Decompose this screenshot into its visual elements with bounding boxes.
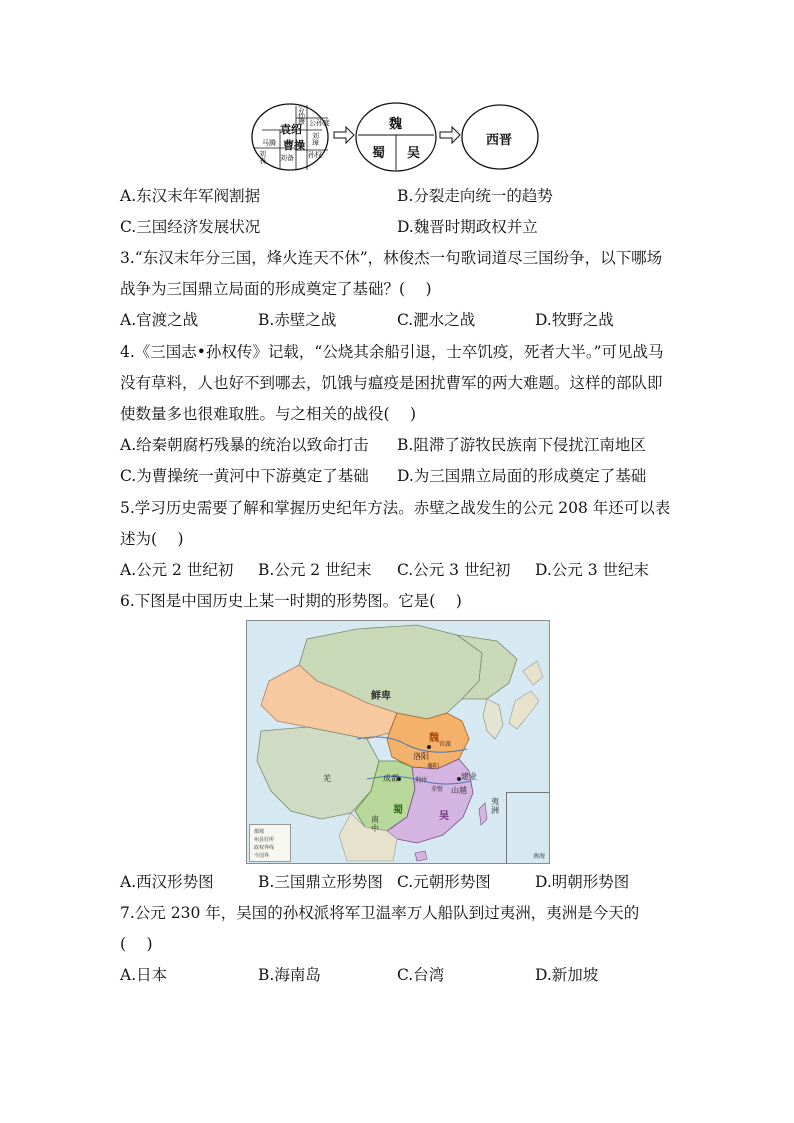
q7-option-d[interactable]: D.新加坡 [535,966,599,984]
yizhou-label: 夷洲 [491,797,499,815]
gongsun-zan-label: 公孙瓒 [298,104,305,126]
luoyang-label: 洛阳 [413,752,429,761]
wu-label: 吴 [407,146,421,161]
q6-option-a[interactable]: A.西汉形势图 [120,873,214,891]
q6-option-c[interactable]: C.元朝形势图 [397,873,491,891]
q2-option-d[interactable]: D.魏晋时期政权并立 [397,218,538,236]
q5-option-b[interactable]: B.公元 2 世纪末 [258,561,372,579]
q2-option-b[interactable]: B.分裂走向统一的趋势 [397,187,553,205]
q3-option-b[interactable]: B.赤壁之战 [258,311,337,329]
q7-option-b[interactable]: B.海南岛 [258,966,321,984]
ma-teng-label: 马腾 [262,139,276,147]
q3-option-c[interactable]: C.淝水之战 [397,311,476,329]
map-wei-label: 魏 [429,733,439,744]
guandu-label: 官渡 [439,741,452,748]
shanyue-label: 山越 [451,786,467,795]
luoyang-marker [427,745,431,749]
western-jin-label: 西晋 [486,133,513,148]
chengdu-label: 成都 [383,774,399,783]
q6-stem-line1: 6.下图是中国历史上某一时期的形势图。它是( ) [120,592,462,610]
legend-capital: 都城 [254,829,265,835]
chibi-label: 赤壁 [431,786,444,793]
gongsun-du-label: 公孙度 [309,119,330,127]
q4-option-c[interactable]: C.为曹操统一黄河中下游奠定了基础 [120,467,369,485]
historical-change-diagram [250,100,550,175]
legend-prefecture: 州县驻所 [254,837,275,843]
map-wu-label: 吴 [439,811,449,822]
wei-label: 魏 [389,117,403,132]
legend-modern-border: 今国界 [254,853,270,859]
q4-option-d[interactable]: D.为三国鼎立局面的形成奠定了基础 [397,467,647,485]
q3-stem-line1: 3.“东汉末年分三国，烽火连天不休”，林俊杰一句歌词道尽三国纷争，以下哪场 [120,249,663,267]
q7-option-c[interactable]: C.台湾 [397,966,445,984]
cao-cao-label: 曹操 [283,139,305,152]
xianbei-label: 鲜卑 [371,691,391,702]
nanzhong-label: 南中 [371,815,379,833]
q2-option-c[interactable]: C.三国经济发展状况 [120,218,261,236]
qiang-label: 羌 [323,774,331,783]
map-shu-label: 蜀 [393,805,403,816]
q5-option-d[interactable]: D.公元 3 世纪末 [535,561,650,579]
q5-stem-line1: 5.学习历史需要了解和掌握历史纪年方法。赤壁之战发生的公元 208 年还可以表 [120,499,671,517]
liu-bei-label: 刘备 [280,154,294,162]
three-kingdoms-map [246,620,550,864]
jingzhou-label: 荆州 [415,777,428,784]
liu-biao-label: 刘表 [259,150,266,165]
q3-stem-line2: 战争为三国鼎立局面的形成奠定了基础？( ) [120,280,432,298]
q6-option-b[interactable]: B.三国鼎立形势图 [258,873,383,891]
q7-stem-line1: 7.公元 230 年，吴国的孙权派将军卫温率万人船队到过夷洲，夷洲是今天的 [120,904,640,922]
map-shapes [247,621,549,863]
shu-label: 蜀 [372,146,386,161]
q7-option-a[interactable]: A.日本 [120,966,168,984]
q3-option-d[interactable]: D.牧野之战 [535,311,614,329]
q4-stem-line2: 没有草料，人也好不到哪去，饥饿与瘟疫是困扰曹军的两大难题。这样的部队即 [120,374,663,392]
nanhai-label: 南海 [533,853,546,860]
q5-option-a[interactable]: A.公元 2 世纪初 [120,561,234,579]
sun-quan-label: 孙权 [308,151,322,159]
map-legend [249,824,291,862]
q5-stem-line2: 述为( ) [120,530,184,548]
jianye-label: 建业 [461,772,477,781]
q4-option-b[interactable]: B.阻滞了游牧民族南下侵扰江南地区 [397,436,646,454]
q4-stem-line3: 使数量多也很难取胜。与之相关的战役( ) [120,405,417,423]
liu-zhang-label: 刘璋 [312,132,319,147]
south-sea-inset [506,792,549,863]
q2-option-a[interactable]: A.东汉末年军阀割据 [120,187,261,205]
xiangyang-label: 襄阳 [427,763,440,770]
q7-stem-line2: ( ) [120,935,153,953]
legend-border: 政权界线 [254,845,275,851]
q4-option-a[interactable]: A.给秦朝腐朽残暴的统治以致命打击 [120,436,369,454]
q5-option-c[interactable]: C.公元 3 世纪初 [397,561,511,579]
q3-option-a[interactable]: A.官渡之战 [120,311,199,329]
yuan-shao-label: 袁绍 [280,123,302,136]
q4-stem-line1: 4.《三国志•孙权传》记载，“公烧其余船引退，士卒饥疫，死者大半。”可见战马 [120,343,664,361]
q6-option-d[interactable]: D.明朝形势图 [535,873,630,891]
